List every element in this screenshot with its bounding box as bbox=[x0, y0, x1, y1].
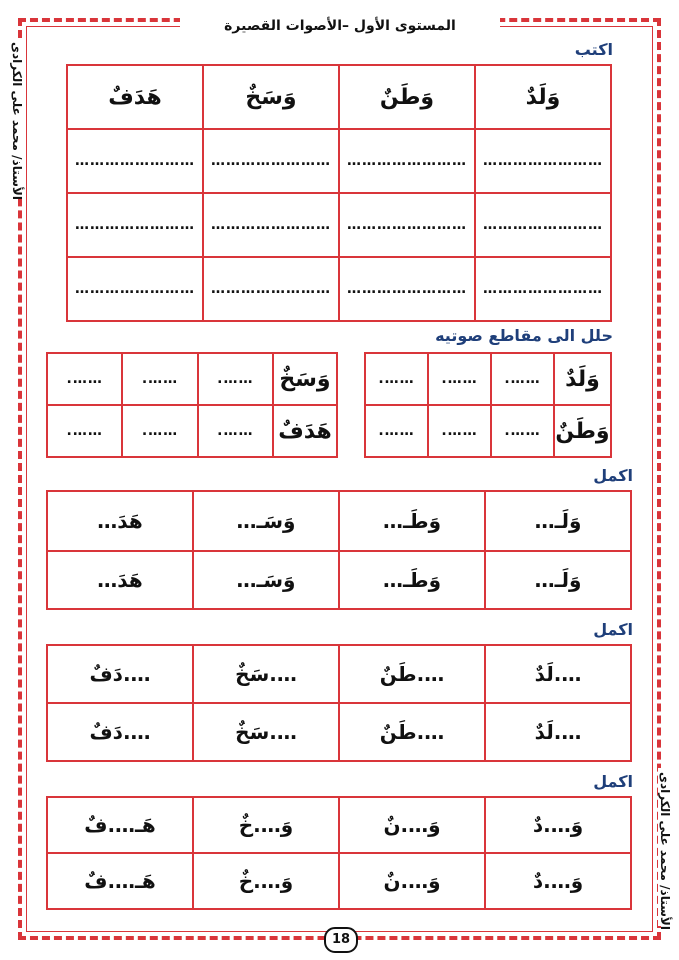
table-row bbox=[47, 853, 631, 909]
syllable-blank[interactable]: ……. bbox=[198, 405, 273, 457]
complete-table-3 bbox=[46, 796, 632, 910]
table-row bbox=[47, 353, 337, 405]
complete-cell[interactable]: ….دَفٌ bbox=[47, 703, 193, 761]
syllable-blank[interactable]: ……. bbox=[428, 405, 491, 457]
table-row bbox=[67, 193, 611, 257]
syllable-blank[interactable]: ……. bbox=[365, 353, 428, 405]
write-blank[interactable]: …………………… bbox=[339, 257, 475, 321]
complete-cell[interactable]: ….طَنٌ bbox=[339, 703, 485, 761]
complete-cell[interactable]: ….لَدٌ bbox=[485, 703, 631, 761]
complete-cell[interactable]: وَ….نٌ bbox=[339, 853, 485, 909]
syllable-blank[interactable]: ……. bbox=[491, 353, 554, 405]
write-blank[interactable]: …………………… bbox=[67, 257, 203, 321]
write-blank[interactable]: …………………… bbox=[475, 129, 611, 193]
syllable-blank[interactable]: ……. bbox=[47, 353, 122, 405]
table-row bbox=[47, 491, 631, 551]
write-blank[interactable]: …………………… bbox=[67, 129, 203, 193]
syllable-blank[interactable]: ……. bbox=[122, 405, 197, 457]
complete-cell[interactable]: ….سَخٌ bbox=[193, 645, 339, 703]
complete-cell[interactable]: ….لَدٌ bbox=[485, 645, 631, 703]
table-row bbox=[67, 257, 611, 321]
syllable-table-right bbox=[364, 352, 612, 458]
table-row bbox=[67, 129, 611, 193]
word-header: وَطَنٌ bbox=[339, 65, 475, 129]
complete-cell[interactable]: وَلَـ… bbox=[485, 491, 631, 551]
word-header: هَدَفٌ bbox=[67, 65, 203, 129]
write-blank[interactable]: …………………… bbox=[339, 193, 475, 257]
syllable-word: وَطَنٌ bbox=[554, 405, 611, 457]
syllable-word: وَلَدٌ bbox=[554, 353, 611, 405]
write-blank[interactable]: …………………… bbox=[339, 129, 475, 193]
syllable-blank[interactable]: ……. bbox=[47, 405, 122, 457]
section-title-complete-1: اكمل bbox=[593, 466, 633, 485]
complete-cell[interactable]: هَدَ… bbox=[47, 491, 193, 551]
complete-cell[interactable]: هَـ….فٌ bbox=[47, 853, 193, 909]
table-row bbox=[67, 65, 611, 129]
syllable-blank[interactable]: ……. bbox=[198, 353, 273, 405]
complete-cell[interactable]: هَـ….فٌ bbox=[47, 797, 193, 853]
section-title-syllables: حلل الى مقاطع صوتيه bbox=[435, 326, 613, 345]
complete-cell[interactable]: وَسَـ… bbox=[193, 491, 339, 551]
complete-cell[interactable]: هَدَ… bbox=[47, 551, 193, 609]
syllable-blank[interactable]: ……. bbox=[365, 405, 428, 457]
complete-cell[interactable]: وَسَـ… bbox=[193, 551, 339, 609]
section-title-complete-2: اكمل bbox=[593, 620, 633, 639]
complete-cell[interactable]: وَطَـ… bbox=[339, 491, 485, 551]
complete-cell[interactable]: ….دَفٌ bbox=[47, 645, 193, 703]
table-row bbox=[365, 353, 611, 405]
complete-cell[interactable]: وَلَـ… bbox=[485, 551, 631, 609]
complete-cell[interactable]: وَ….نٌ bbox=[339, 797, 485, 853]
teacher-name-right: الأستاذ/ محمد على الكرادى bbox=[658, 768, 672, 926]
teacher-name-left: الأستاذ/ محمد على الكرادى bbox=[10, 38, 24, 196]
table-row bbox=[47, 405, 337, 457]
write-blank[interactable]: …………………… bbox=[203, 129, 339, 193]
write-blank[interactable]: …………………… bbox=[475, 193, 611, 257]
write-blank[interactable]: …………………… bbox=[203, 193, 339, 257]
syllable-blank[interactable]: ……. bbox=[122, 353, 197, 405]
syllable-word: هَدَفٌ bbox=[273, 405, 337, 457]
complete-cell[interactable]: وَطَـ… bbox=[339, 551, 485, 609]
table-row bbox=[47, 551, 631, 609]
word-header: وَسَخٌ bbox=[203, 65, 339, 129]
page-header-title: المستوى الأول –الأصوات القصيرة bbox=[180, 14, 500, 38]
write-blank[interactable]: …………………… bbox=[475, 257, 611, 321]
complete-table-1 bbox=[46, 490, 632, 610]
table-row bbox=[47, 645, 631, 703]
complete-cell[interactable]: وَ….دٌ bbox=[485, 853, 631, 909]
complete-table-2 bbox=[46, 644, 632, 762]
table-row bbox=[47, 797, 631, 853]
syllable-table-left bbox=[46, 352, 338, 458]
page-number: 18 bbox=[324, 927, 358, 953]
complete-cell[interactable]: وَ….دٌ bbox=[485, 797, 631, 853]
syllable-blank[interactable]: ……. bbox=[491, 405, 554, 457]
table-row bbox=[365, 405, 611, 457]
write-blank[interactable]: …………………… bbox=[203, 257, 339, 321]
syllable-word: وَسَخٌ bbox=[273, 353, 337, 405]
word-header: وَلَدٌ bbox=[475, 65, 611, 129]
complete-cell[interactable]: وَ….خٌ bbox=[193, 797, 339, 853]
complete-cell[interactable]: وَ….خٌ bbox=[193, 853, 339, 909]
write-blank[interactable]: …………………… bbox=[67, 193, 203, 257]
write-table bbox=[66, 64, 612, 322]
syllable-blank[interactable]: ……. bbox=[428, 353, 491, 405]
table-row bbox=[47, 703, 631, 761]
section-title-write: اكتب bbox=[574, 40, 613, 59]
complete-cell[interactable]: ….سَخٌ bbox=[193, 703, 339, 761]
section-title-complete-3: اكمل bbox=[593, 772, 633, 791]
complete-cell[interactable]: ….طَنٌ bbox=[339, 645, 485, 703]
